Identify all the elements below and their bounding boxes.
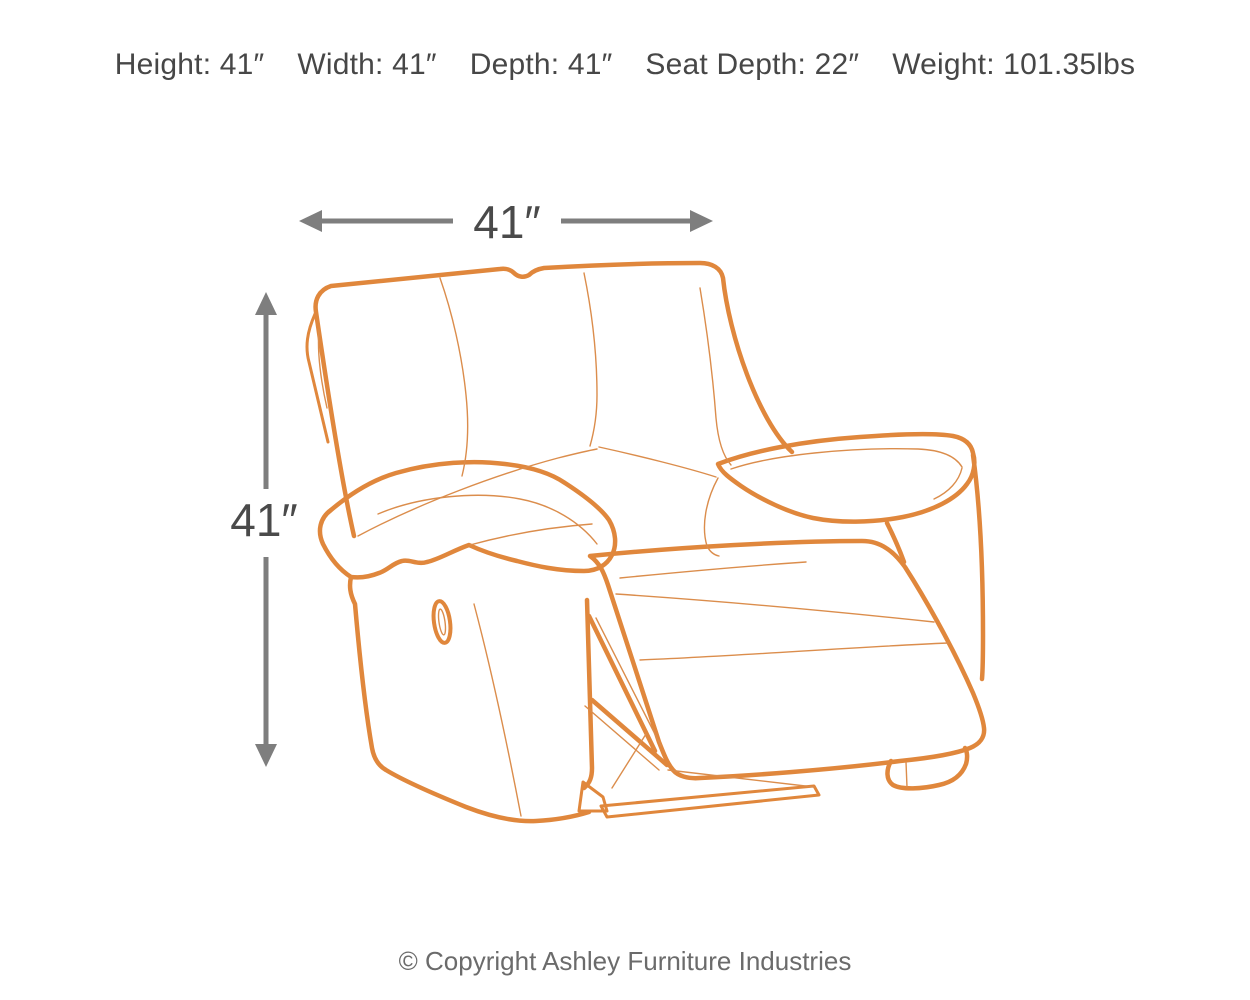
right-armrest-outline [718,434,974,521]
footrest-seam-1 [616,594,934,622]
right-foot-seam [906,762,907,787]
mechanism-bar-1 [589,616,655,751]
power-button [431,600,453,644]
width-arrowhead-left [299,210,322,232]
seat-front-line [620,562,806,578]
mechanism-thin-3 [612,734,646,788]
width-arrowhead-right [690,210,713,232]
footrest-seam-2 [640,643,948,660]
backrest-seam-left [440,278,468,476]
left-base-outline [350,577,589,821]
height-dimension-label: 41″ [230,494,298,546]
copyright-notice: © Copyright Ashley Furniture Industries [398,946,852,976]
left-base-seam [474,604,521,816]
chair-seam-group [318,273,962,816]
height-arrowhead-bottom [255,744,277,767]
spec-width: Width: 41″ [297,48,437,81]
floor-rail [601,786,819,817]
backrest-seam-right [584,273,597,446]
chair-outline-group [307,263,984,821]
seat-seam-right [599,447,716,477]
spec-seat-depth: Seat Depth: 22″ [645,48,860,81]
spec-depth: Depth: 41″ [469,48,613,81]
left-armrest-seam [378,495,597,544]
height-arrowhead-top [255,292,277,315]
spec-weight: Weight: 101.35lbs [892,48,1136,81]
width-dimension-label: 41″ [473,196,541,248]
backrest-outline [316,263,792,536]
spec-height: Height: 41″ [114,48,265,81]
seat-cushion-seam [470,524,592,545]
mechanism-thin-1 [596,618,661,746]
power-button-inner [437,609,447,636]
mechanism-front-edge [584,600,592,788]
right-side-edge [973,455,983,679]
backrest-seam-far-right [700,288,731,465]
dimension-arrow-heads [255,210,713,767]
